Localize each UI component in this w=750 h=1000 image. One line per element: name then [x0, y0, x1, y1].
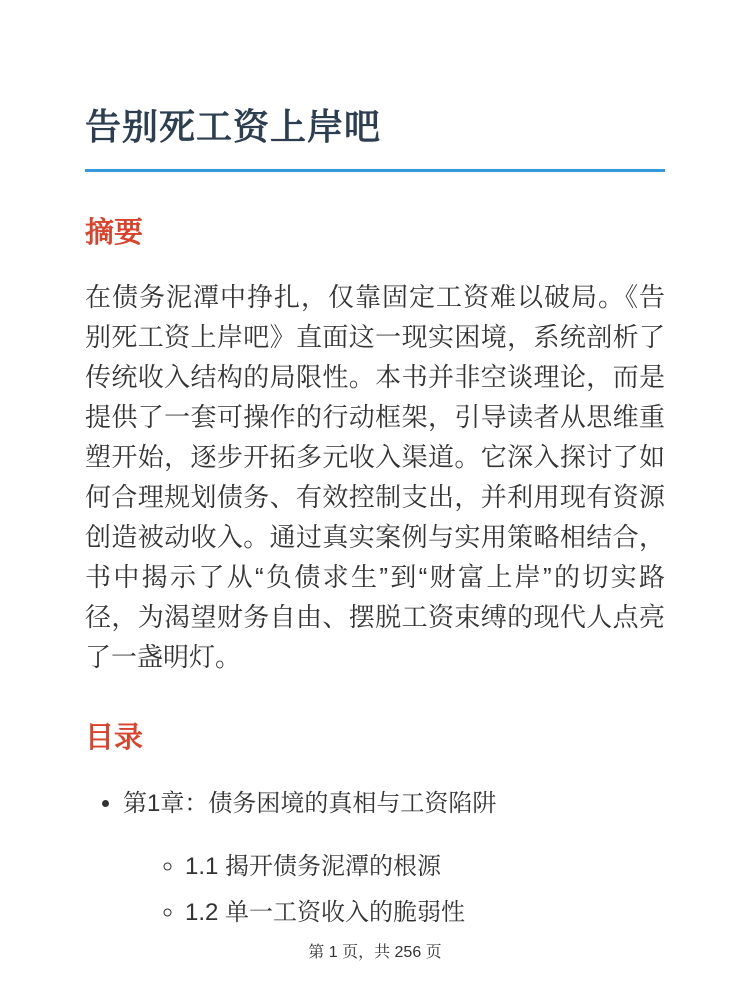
toc-chapter-label: 第1章：债务困境的真相与工资陷阱 [123, 789, 497, 817]
toc-list [85, 786, 665, 930]
page-title: 告别死工资上岸吧 [85, 104, 665, 172]
toc-section-item: ◦ 1.2 单一工资收入的脆弱性 [185, 896, 665, 930]
page-footer [0, 939, 750, 962]
abstract-heading: 摘要 [85, 217, 144, 249]
toc-heading: 目录 [85, 721, 144, 754]
toc-chapter-item [123, 786, 665, 930]
page-number-text: 第 1 页，共 256 页 [308, 944, 442, 961]
toc-section-item: ◦ 1.1 揭开债务泥潭的根源 [185, 850, 665, 884]
toc-section-list [123, 850, 665, 930]
abstract-paragraph: 在债务泥潭中挣扎，仅靠固定工资难以破局。《告别死工资上岸吧》直面这一现实困境，系统剖析了传统收入结构的局限性。本书并非空谈理论，而是提供了一套可操作的行动框架，引导读者从思维重塑开始，逐步开拓多元收入渠道。它深入探讨了如何合理规划债务、有效控制支出，并利用现有资源创造被动收入。通过真实案例与实用策略相结合，书中揭示了从“负债求生”到“财富上岸”的切实路径，为渴望财务自由、摆脱工资束缚的现代人点亮了一盏明灯。 [85, 281, 665, 672]
